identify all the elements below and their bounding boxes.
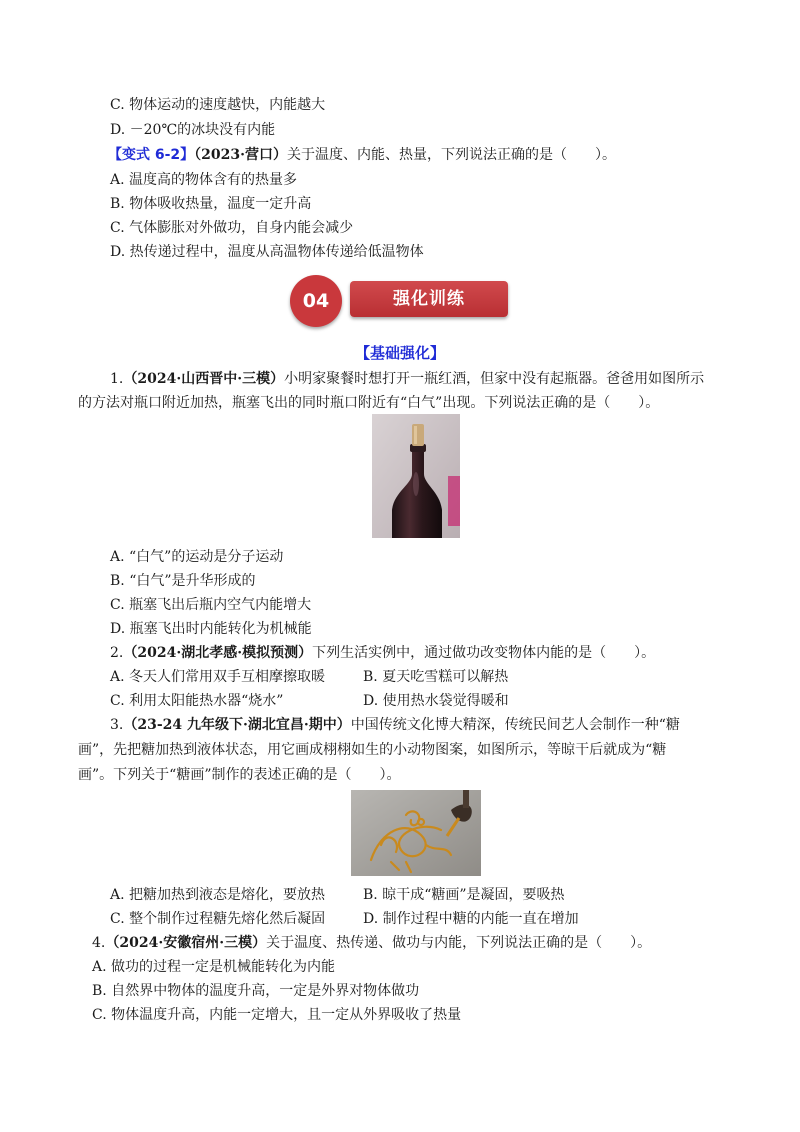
q3-option-c: C. 整个制作过程糖先熔化然后凝固 xyxy=(110,911,326,927)
variant-source: （2023·营口） xyxy=(194,147,288,163)
q4-option-b: B. 自然界中物体的温度升高，一定是外界对物体做功 xyxy=(92,983,420,999)
q1-stem-text: 小明家聚餐时想打开一瓶红酒，但家中没有起瓶器。爸爸用如图所示 xyxy=(284,371,705,387)
q2-option-d: D. 使用热水袋觉得暖和 xyxy=(363,693,509,709)
option-d: D. －20℃的冰块没有内能 xyxy=(110,122,276,138)
section-title: 强化训练 xyxy=(350,281,508,317)
q3-option-b: B. 晾干成“糖画”是凝固，要吸热 xyxy=(363,887,565,903)
q1-option-b: B. “白气”是升华形成的 xyxy=(110,573,256,589)
q4-source: （2024·安徽宿州·三模） xyxy=(105,935,267,951)
q3-stem-text: 中国传统文化博大精深，传统民间艺人会制作一种“糖 xyxy=(350,717,680,733)
variant-tag: 【变式 6-2】 xyxy=(108,147,195,163)
q2-option-b: B. 夏天吃雪糕可以解热 xyxy=(363,669,509,685)
q2-option-c: C. 利用太阳能热水器“烧水” xyxy=(110,693,284,709)
variant-option-a: A. 温度高的物体含有的热量多 xyxy=(110,172,298,188)
q2-stem xyxy=(110,643,655,663)
q4-number: 4. xyxy=(92,935,106,951)
q3-stem-line2: 画”，先把糖加热到液体状态，用它画成栩栩如生的小动物图案，如图所示，等晾干后就成为“糖 xyxy=(78,742,667,758)
q1-stem-line2: 的方法对瓶口附近加热，瓶塞飞出的同时瓶口附近有“白气”出现。下列说法正确的是（ ）。 xyxy=(78,395,660,411)
q1-option-c: C. 瓶塞飞出后瓶内空气内能增大 xyxy=(110,597,312,613)
section-number-badge: 04 xyxy=(290,275,342,327)
q4-option-c: C. 物体温度升高，内能一定增大，且一定从外界吸收了热量 xyxy=(92,1007,462,1023)
q3-number: 3. xyxy=(110,717,124,733)
option-c: C. 物体运动的速度越快，内能越大 xyxy=(110,97,326,113)
q3-option-a: A. 把糖加热到液态是熔化，要放热 xyxy=(110,887,326,903)
section-subtitle: 【基础强化】 xyxy=(354,344,445,362)
q4-option-a: A. 做功的过程一定是机械能转化为内能 xyxy=(92,959,336,975)
variant-option-b: B. 物体吸收热量，温度一定升高 xyxy=(110,196,312,212)
q1-source: （2024·山西晋中·三模） xyxy=(123,371,285,387)
q2-source: （2024·湖北孝感·模拟预测） xyxy=(123,645,313,661)
q3-option-d: D. 制作过程中糖的内能一直在增加 xyxy=(363,911,579,927)
q2-stem-text: 下列生活实例中，通过做功改变物体内能的是（ ）。 xyxy=(312,645,656,661)
variant-option-c: C. 气体膨胀对外做功，自身内能会减少 xyxy=(110,220,354,236)
q3-source: （23-24 九年级下·湖北宜昌·期中） xyxy=(123,717,351,733)
q1-option-a: A. “白气”的运动是分子运动 xyxy=(110,549,284,565)
q3-stem-line1 xyxy=(110,715,680,735)
q4-stem xyxy=(92,933,651,953)
variant-option-d: D. 热传递过程中，温度从高温物体传递给低温物体 xyxy=(110,244,424,260)
q1-stem-line1 xyxy=(110,369,704,389)
q3-stem-line3: 画”。下列关于“糖画”制作的表述正确的是（ ）。 xyxy=(78,767,401,783)
variant-question xyxy=(108,145,616,165)
sugar-painting-photo xyxy=(351,790,481,876)
q2-option-a: A. 冬天人们常用双手互相摩擦取暖 xyxy=(110,669,326,685)
q1-option-d: D. 瓶塞飞出时内能转化为机械能 xyxy=(110,621,312,637)
q1-number: 1. xyxy=(110,371,124,387)
q4-stem-text: 关于温度、热传递、做功与内能，下列说法正确的是（ ）。 xyxy=(266,935,652,951)
q2-number: 2. xyxy=(110,645,124,661)
section-banner xyxy=(290,275,512,325)
variant-stem: 关于温度、内能、热量，下列说法正确的是（ ）。 xyxy=(287,147,617,163)
wine-bottle-photo xyxy=(372,414,460,538)
